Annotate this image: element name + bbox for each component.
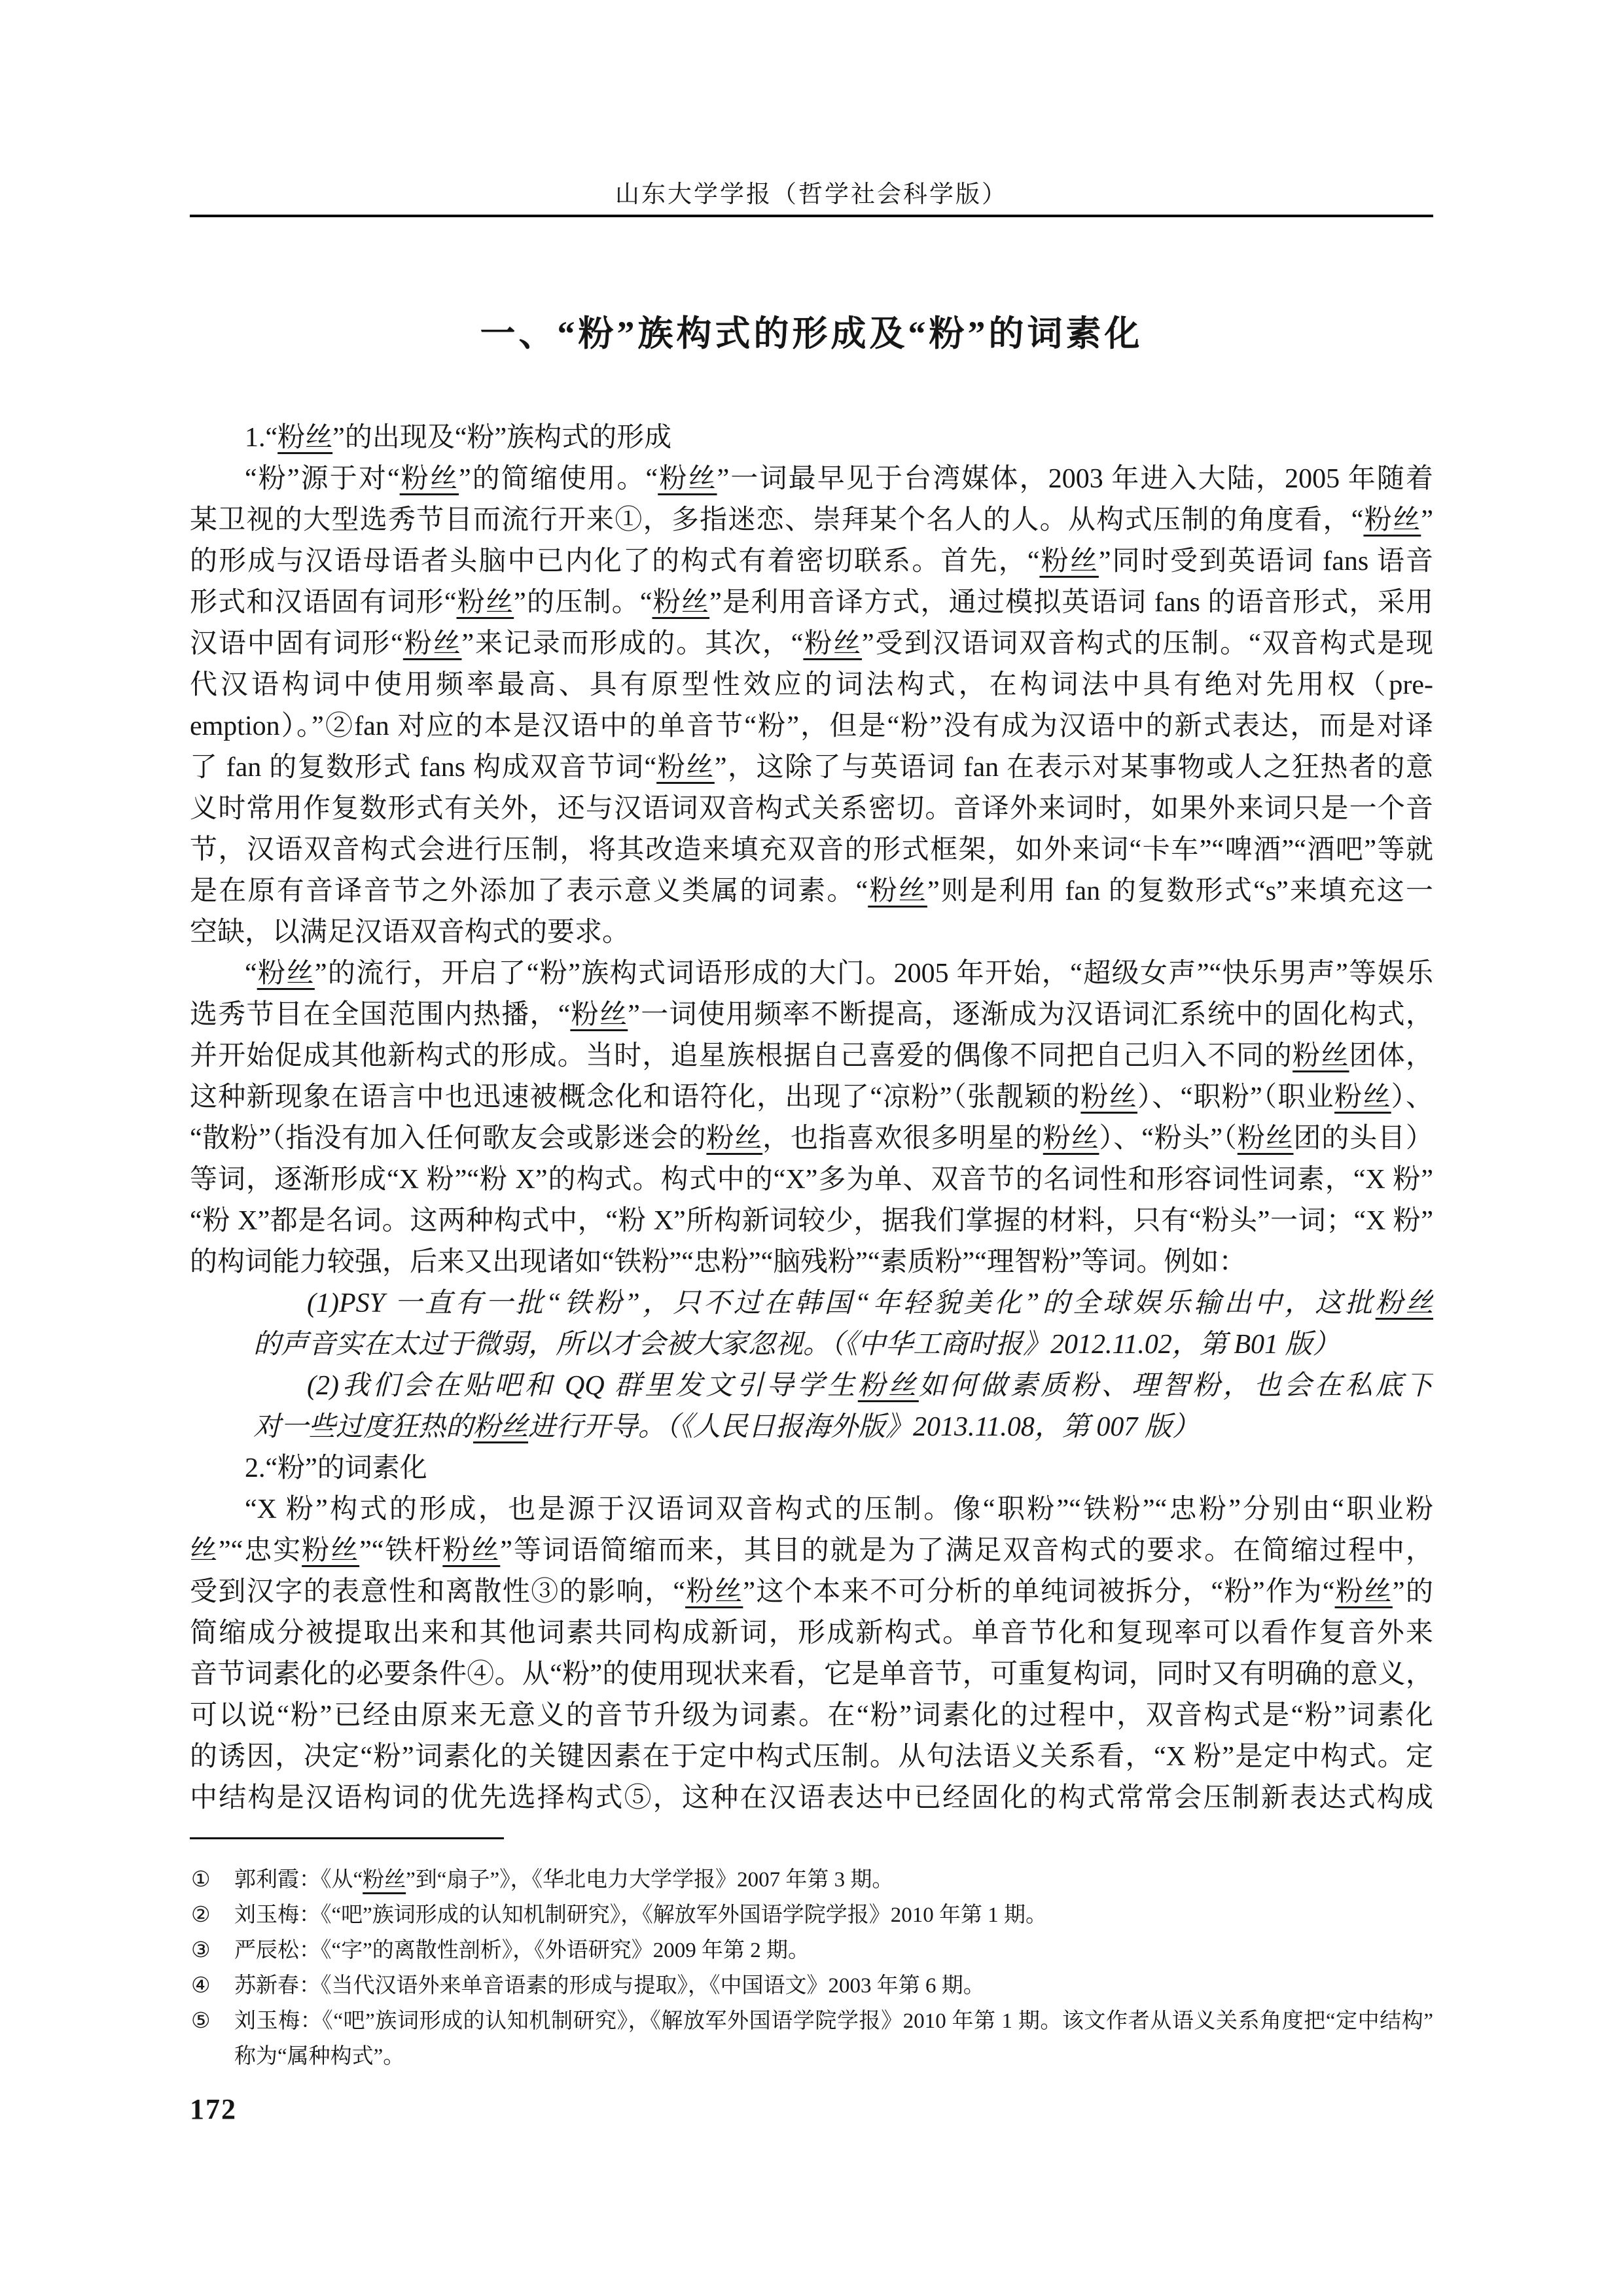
- footnote-marker: ③: [191, 1939, 211, 1962]
- footnote-marker: ①: [191, 1868, 211, 1892]
- text-line: 的构词能力较强，后来又出现诸如“铁粉”“忠粉”“脑残粉”“素质粉”“理智粉”等词。例如：: [190, 1247, 1247, 1277]
- text-line: 受到汉字的表意性和离散性③的影响，“粉丝”这个本来不可分析的单纯词被拆分，“粉”作为“粉丝”的: [190, 1577, 1433, 1607]
- text-line: 的形成与汉语母语者头脑中已内化了的构式有着密切联系。首先，“粉丝”同时受到英语词 fans 语音: [190, 546, 1433, 576]
- text-line: 的声音实在太过于微弱，所以才会被大家忽视。（《中华工商时报》2012.11.02，第 B01 版）: [253, 1330, 1340, 1360]
- footnote-marker: ⑤: [191, 2009, 211, 2033]
- footnote-marker: ④: [191, 1974, 211, 1998]
- text-line: 简缩成分被提取出来和其他词素共同构成新词，形成新构式。单音节化和复现率可以看作复音外来: [190, 1618, 1433, 1648]
- footnotes: [191, 1862, 1433, 2074]
- text-line: 了 fan 的复数形式 fans 构成双音节词“粉丝”，这除了与英语词 fan 在表示对某事物或人之狂热者的意: [190, 752, 1433, 783]
- footnote-text: 刘玉梅：《“吧”族词形成的认知机制研究》，《解放军外国语学院学报》2010 年第 1 期。该文作者从语义关系角度把“定中结构”称为“属种构式”。: [234, 2009, 1433, 2068]
- footnote-separator: [190, 1837, 504, 1839]
- text-line: 节，汉语双音构式会进行压制，将其改造来填充双音的形式框架，如外来词“卡车”“啤酒”“酒吧”等就: [190, 835, 1433, 865]
- text-line: 2.“粉”的词素化: [245, 1453, 427, 1483]
- text-line: 音节词素化的必要条件④。从“粉”的使用现状来看，它是单音节，可重复构词，同时又有明确的意义，: [190, 1659, 1433, 1689]
- footnote-text: 严辰松：《“字”的离散性剖析》，《外语研究》2009 年第 2 期。: [234, 1939, 810, 1962]
- text-line: 汉语中固有词形“粉丝”来记录而形成的。其次，“粉丝”受到汉语词双音构式的压制。“双音构式是现: [190, 629, 1433, 659]
- page-number: 172: [190, 2093, 237, 2125]
- footnote-text: 苏新春：《当代汉语外来单音语素的形成与提取》，《中国语文》2003 年第 6 期。: [234, 1974, 985, 1998]
- section-heading: 一、“粉”族构式的形成及“粉”的词素化: [480, 314, 1143, 353]
- footnote: [191, 1968, 1433, 2004]
- text-line: 代汉语构词中使用频率最高、具有原型性效应的词法构式，在构词法中具有绝对先用权（pre-: [190, 670, 1433, 700]
- text-line: “粉”源于对“粉丝”的简缩使用。“粉丝”一词最早见于台湾媒体，2003 年进入大陆，2005 年随着: [245, 464, 1433, 494]
- text-line: 的诱因，决定“粉”词素化的关键因素在于定中构式压制。从句法语义关系看，“X 粉”是定中构式。定: [190, 1742, 1433, 1772]
- text-line: 某卫视的大型选秀节目而流行开来①，多指迷恋、崇拜某个名人的人。从构式压制的角度看，“粉丝”: [190, 505, 1433, 535]
- text-line: “散粉”（指没有加入任何歌友会或影迷会的粉丝，也指喜欢很多明星的粉丝）、“粉头”（粉丝团的头目）: [190, 1123, 1433, 1154]
- body-text: [190, 417, 1433, 1819]
- footnote: [191, 1933, 1433, 1968]
- text-line: 等词，逐渐形成“X 粉”“粉 X”的构式。构式中的“X”多为单、双音节的名词性和形容词性词素，“X 粉”: [190, 1165, 1433, 1195]
- footnote-text: 郭利霞：《从“粉丝”到“扇子”》，《华北电力大学学报》2007 年第 3 期。: [234, 1868, 894, 1892]
- text-line: 中结构是汉语构词的优先选择构式⑤，这种在汉语表达中已经固化的构式常常会压制新表达式构成: [190, 1783, 1433, 1813]
- text-line: 义时常用作复数形式有关外，还与汉语词双音构式关系密切。音译外来词时，如果外来词只是一个音: [190, 794, 1433, 824]
- text-line: “粉 X”都是名词。这两种构式中，“粉 X”所构新词较少，据我们掌握的材料，只有“粉头”一词；“X 粉”: [190, 1206, 1433, 1236]
- footnote-text: 刘玉梅：《“吧”族词形成的认知机制研究》，《解放军外国语学院学报》2010 年第 1 期。: [234, 1903, 1048, 1927]
- text-line: (2)我们会在贴吧和 QQ 群里发文引导学生粉丝如何做素质粉、理智粉，也会在私底下: [307, 1371, 1433, 1401]
- journal-title: 山东大学学报（哲学社会科学版）: [615, 181, 1008, 208]
- text-line: “X 粉”构式的形成，也是源于汉语词双音构式的压制。像“职粉”“铁粉”“忠粉”分别由“职业粉: [245, 1494, 1433, 1525]
- footnote-marker: ②: [191, 1903, 211, 1927]
- text-line: 这种新现象在语言中也迅速被概念化和语符化，出现了“凉粉”（张靓颖的粉丝）、“职粉”（职业粉丝）、: [190, 1082, 1433, 1112]
- footnote: [191, 1862, 1433, 1898]
- text-line: 可以说“粉”已经由原来无意义的音节升级为词素。在“粉”词素化的过程中，双音构式是“粉”词素化: [190, 1701, 1433, 1731]
- text-line: 丝”“忠实粉丝”“铁杆粉丝”等词语简缩而来，其目的就是为了满足双音构式的要求。在简缩过程中，: [190, 1536, 1433, 1566]
- header-rule: [190, 215, 1433, 217]
- text-line: 形式和汉语固有词形“粉丝”的压制。“粉丝”是利用音译方式，通过模拟英语词 fans 的语音形式，采用: [190, 588, 1433, 618]
- text-line: (1)PSY 一直有一批“铁粉”，只不过在韩国“年轻貌美化”的全球娱乐输出中，这批粉丝: [307, 1288, 1433, 1318]
- text-line: emption）。”②fan 对应的本是汉语中的单音节“粉”，但是“粉”没有成为汉语中的新式表达，而是对译: [190, 711, 1433, 741]
- text-line: 1.“粉丝”的出现及“粉”族构式的形成: [245, 423, 672, 453]
- text-line: “粉丝”的流行，开启了“粉”族构式词语形成的大门。2005 年开始，“超级女声”“快乐男声”等娱乐: [245, 959, 1433, 989]
- text-line: 对一些过度狂热的粉丝进行开导。（《人民日报海外版》2013.11.08，第 007 版）: [253, 1412, 1200, 1442]
- text-line: 并开始促成其他新构式的形成。当时，追星族根据自己喜爱的偶像不同把自己归入不同的粉丝团体，: [190, 1041, 1433, 1071]
- text-line: 选秀节目在全国范围内热播，“粉丝”一词使用频率不断提高，逐渐成为汉语词汇系统中的固化构式，: [190, 1000, 1433, 1030]
- footnote: [191, 2004, 1433, 2074]
- text-line: 空缺，以满足汉语双音构式的要求。: [190, 917, 630, 947]
- footnote: [191, 1898, 1433, 1933]
- text-line: 是在原有音译音节之外添加了表示意义类属的词素。“粉丝”则是利用 fan 的复数形式“s”来填充这一: [190, 876, 1433, 906]
